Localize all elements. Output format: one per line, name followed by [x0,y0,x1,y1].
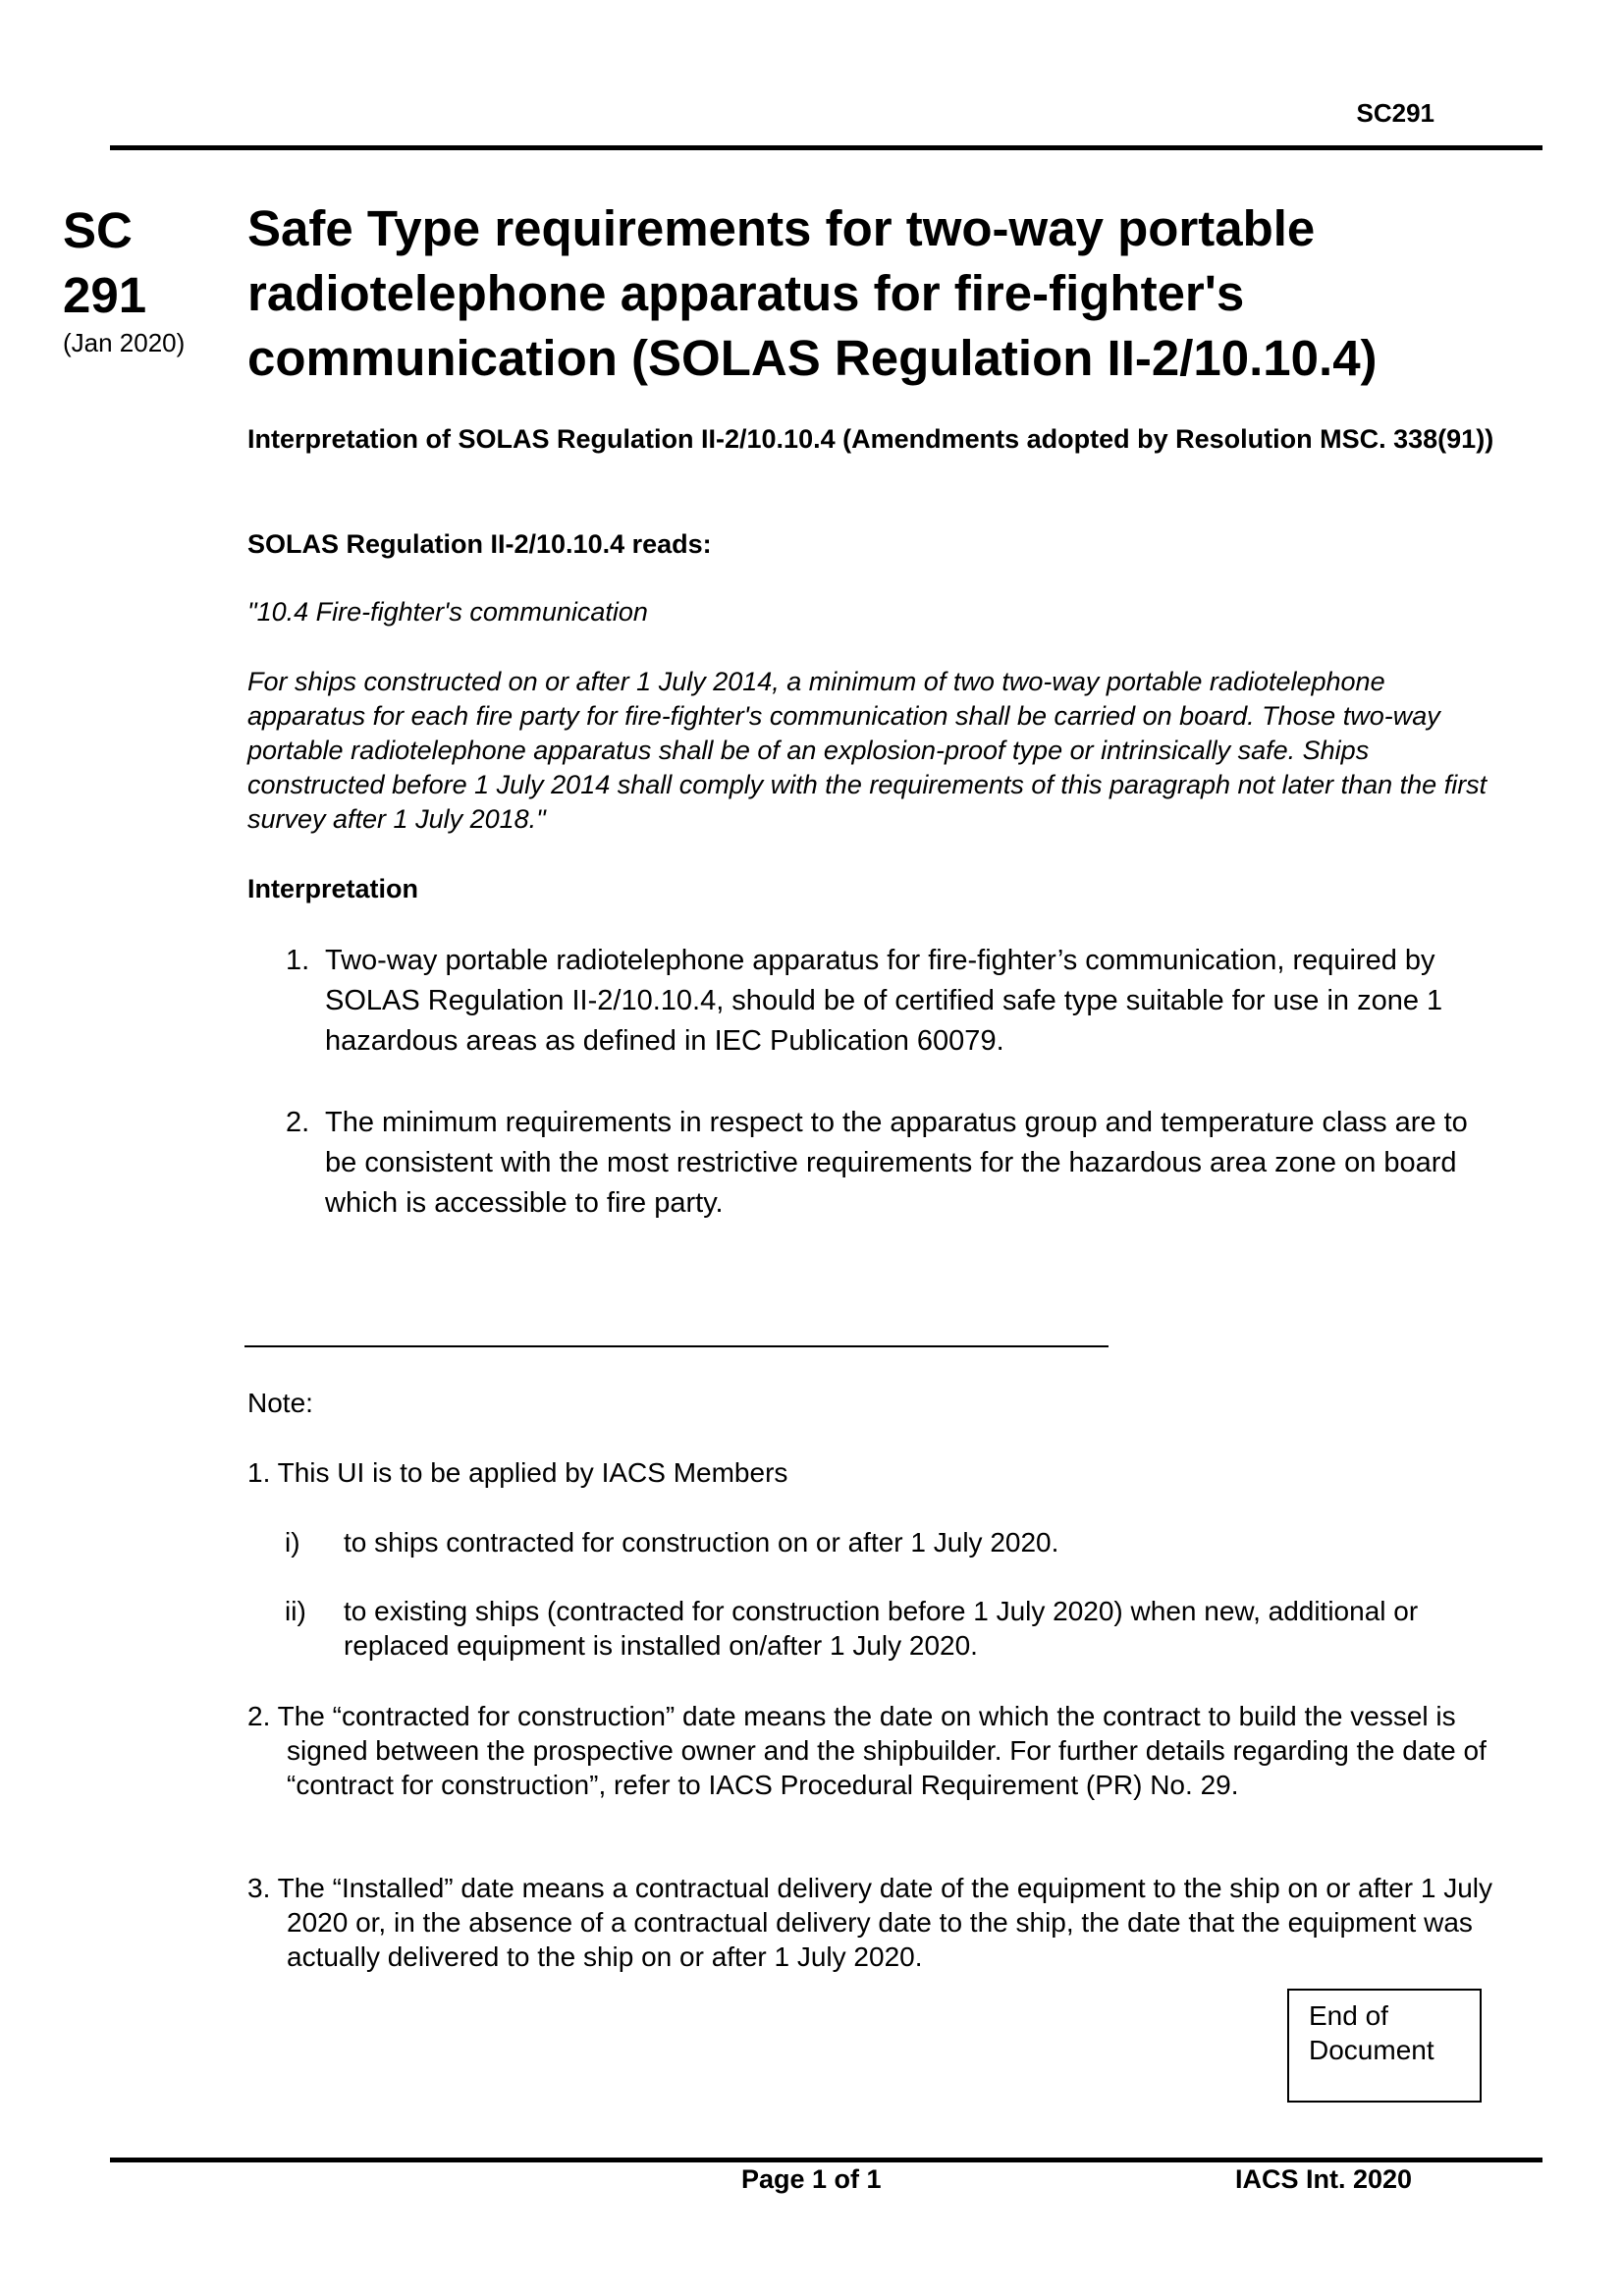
note-2-text: 2. The “contracted for construction” date means the date on which the contract to build the vessel is signed between the prospective owner and the shipbuilder. For further details regarding the date of “contract for construction”, refer to IACS Procedural Requirement (PR) No. 29. [247,1701,1487,1800]
list-item-text: The minimum requirements in respect to the apparatus group and temperature class are to be consistent with the most restrictive requirements for the hazardous area zone on board which is accessible to fire party. [325,1107,1468,1219]
header-document-code: SC291 [1356,98,1434,128]
regulation-reads-label: SOLAS Regulation II-2/10.10.4 reads: [247,529,712,559]
sidebar-date: (Jan 2020) [63,328,186,357]
interpretation-label: Interpretation [247,874,419,903]
sidebar-code-line2: 291 [63,267,147,323]
sub-item-number: i) [285,1527,300,1558]
note-separator [244,1345,1109,1347]
footer-rule [110,2158,1542,2162]
footer-organization: IACS Int. 2020 [1235,2164,1413,2194]
note-2 [247,1699,1514,1802]
quote-heading: "10.4 Fire-fighter's communication [247,597,648,627]
end-box-line2: Document [1309,2035,1434,2065]
header-rule [110,145,1542,150]
list-item [286,1103,1503,1224]
note-label: Note: [247,1388,313,1418]
list-item-number: 1. [286,945,310,976]
sidebar-code-line1: SC [63,202,133,258]
note-3-text: 3. The “Installed” date means a contractual delivery date of the equipment to the ship on or after 1 July 2020 or, in the absence of a contractual delivery date to the ship, the date that the equipment was actually delivered to the ship on or after 1 July 2020. [247,1873,1492,1972]
sub-item-text: to ships contracted for construction on or after 1 July 2020. [344,1527,1059,1558]
sub-item-text: to existing ships (contracted for construction before 1 July 2020) when new, additional or replaced equipment is installed on/after 1 July 2020. [344,1596,1419,1661]
note-sub-item [285,1594,1512,1663]
list-item-number: 2. [286,1107,310,1138]
end-of-document-box [1287,1989,1482,2103]
title-line2: radiotelephone apparatus for fire-fighter's [247,265,1245,321]
title-line3: communication (SOLAS Regulation II-2/10.10.4) [247,330,1378,386]
sidebar-code [63,198,210,328]
footer-page-number: Page 1 of 1 [741,2164,882,2194]
page-title [247,196,1543,391]
note-sub-item [285,1525,1512,1559]
end-box-line1: End of [1309,2000,1388,2031]
quote-body: For ships constructed on or after 1 July 2014, a minimum of two two-way portable radiotelephone apparatus for each fire party for fire-fighter's communication shall be carried on board. Those two-way portable radiotelephone apparatus shall be of an explosion-proof type or intrinsically safe. Ships constructed before 1 July 2014 shall comply with the requirements of this paragraph not later than the first survey after 1 July 2018." [247,667,1488,834]
title-line1: Safe Type requirements for two-way portable [247,200,1316,256]
interpretation-subtitle: Interpretation of SOLAS Regulation II-2/10.10.4 (Amendments adopted by Resolution MSC. 338(91)) [247,424,1494,454]
note-3 [247,1871,1514,1974]
list-item [286,941,1503,1062]
sub-item-number: ii) [285,1596,306,1626]
note-1: 1. This UI is to be applied by IACS Members [247,1457,788,1488]
list-item-text: Two-way portable radiotelephone apparatus for fire-fighter’s communication, required by SOLAS Regulation II-2/10.10.4, should be of certified safe type suitable for use in zone 1 hazardous areas as defined in IEC Publication 60079. [325,945,1443,1057]
